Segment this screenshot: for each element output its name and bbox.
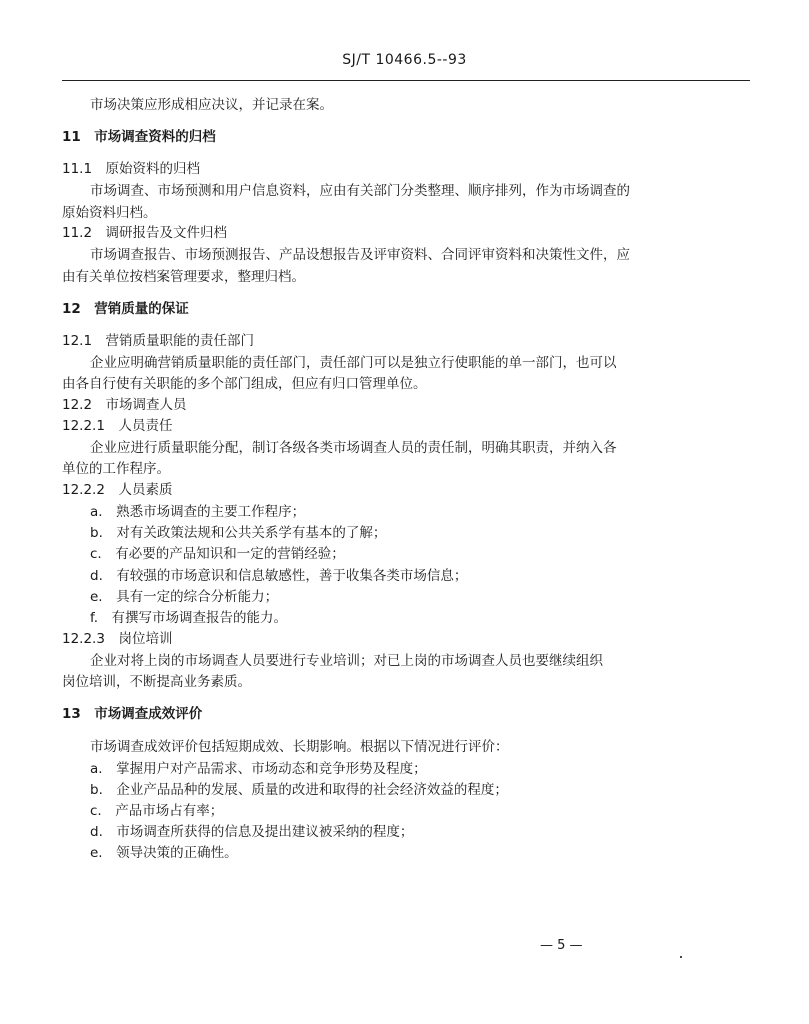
list-item: a. 掌握用户对产品需求、市场动态和竞争形势及程度； xyxy=(90,761,427,777)
list-item: d. 有较强的市场意识和信息敏感性，善于收集各类市场信息； xyxy=(90,568,468,584)
section-heading-12: 12 营销质量的保证 xyxy=(62,301,189,317)
paragraph-line: 市场调查成效评价包括短期成效、长期影响。根据以下情况进行评价： xyxy=(90,739,509,755)
subsection-heading-12-1: 12.1 营销质量职能的责任部门 xyxy=(62,333,255,349)
paragraph-line: 岗位培训，不断提高业务素质。 xyxy=(62,674,251,690)
paragraph-line: 由各自行使有关职能的多个部门组成，但应有归口管理单位。 xyxy=(62,376,427,392)
subsection-heading-11-2: 11.2 调研报告及文件归档 xyxy=(62,225,228,241)
list-item: e. 领导决策的正确性。 xyxy=(90,845,238,861)
paragraph-line: 原始资料归档。 xyxy=(62,205,157,221)
section-heading-13: 13 市场调查成效评价 xyxy=(62,706,203,722)
paragraph-line: 由有关单位按档案管理要求，整理归档。 xyxy=(62,269,305,285)
list-item: a. 熟悉市场调查的主要工作程序； xyxy=(90,504,306,520)
subsection-heading-11-1: 11.1 原始资料的归档 xyxy=(62,161,201,177)
page-number: — 5 — xyxy=(540,938,583,953)
section-heading-11: 11 市场调查资料的归档 xyxy=(62,129,216,145)
subsection-heading-12-2-1: 12.2.1 人员责任 xyxy=(62,418,173,434)
header-rule xyxy=(62,80,750,81)
paragraph-line: 企业应进行质量职能分配，制订各级各类市场调查人员的责任制，明确其职责，并纳入各 xyxy=(90,440,617,456)
list-item: c. 产品市场占有率； xyxy=(90,803,224,819)
paragraph-line: 市场决策应形成相应决议，并记录在案。 xyxy=(90,97,333,113)
list-item: d. 市场调查所获得的信息及提出建议被采纳的程度； xyxy=(90,824,414,840)
list-item: c. 有必要的产品知识和一定的营销经验； xyxy=(90,546,345,562)
paragraph-line: 单位的工作程序。 xyxy=(62,461,170,477)
scan-speck xyxy=(680,956,682,958)
list-item: e. 具有一定的综合分析能力； xyxy=(90,589,279,605)
subsection-heading-12-2-2: 12.2.2 人员素质 xyxy=(62,482,173,498)
list-item: b. 对有关政策法规和公共关系学有基本的了解； xyxy=(90,525,387,541)
list-item: f. 有撰写市场调查报告的能力。 xyxy=(90,610,288,626)
list-item: b. 企业产品品种的发展、质量的改进和取得的社会经济效益的程度； xyxy=(90,782,508,798)
paragraph-line: 企业对将上岗的市场调查人员要进行专业培训；对已上岗的市场调查人员也要继续组织 xyxy=(90,653,603,669)
paragraph-line: 市场调查、市场预测和用户信息资料，应由有关部门分类整理、顺序排列，作为市场调查的 xyxy=(90,183,630,199)
subsection-heading-12-2: 12.2 市场调查人员 xyxy=(62,397,187,413)
paragraph-line: 市场调查报告、市场预测报告、产品设想报告及评审资料、合同评审资料和决策性文件，应 xyxy=(90,247,630,263)
paragraph-line: 企业应明确营销质量职能的责任部门，责任部门可以是独立行使职能的单一部门，也可以 xyxy=(90,355,617,371)
subsection-heading-12-2-3: 12.2.3 岗位培训 xyxy=(62,631,173,647)
standard-code: SJ/T 10466.5--93 xyxy=(342,52,467,68)
